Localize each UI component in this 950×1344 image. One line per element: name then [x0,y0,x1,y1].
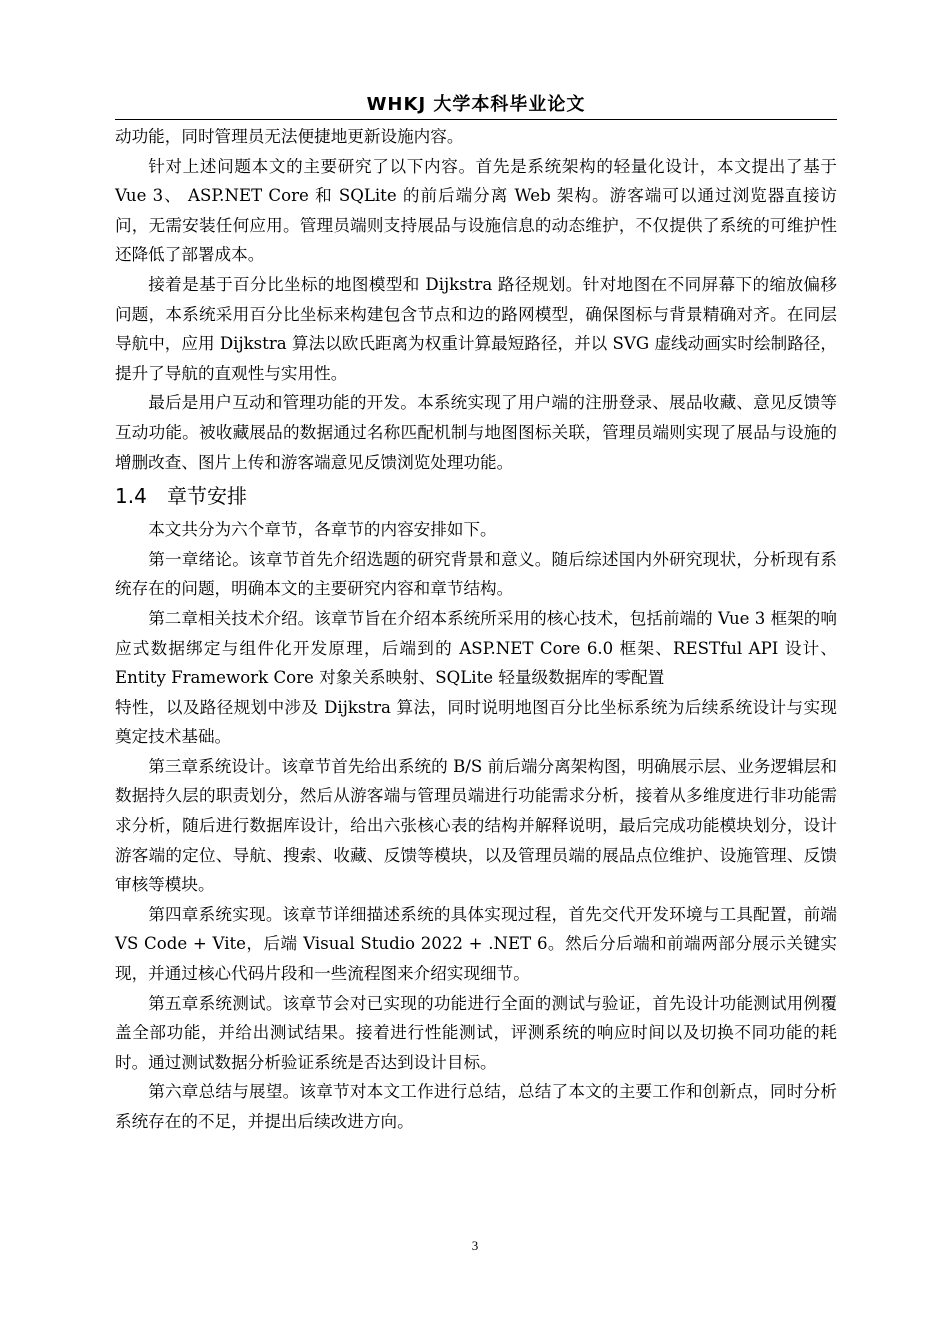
paragraph: 接着是基于百分比坐标的地图模型和 Dijkstra 路径规划。针对地图在不同屏幕下的缩放偏移问题，本系统采用百分比坐标来构建包含节点和边的路网模型，确保图标与背景精确对齐。在同层导航中，应用 Dijkstra 算法以欧氏距离为权重计算最短路径，并以 SVG 虚线动画实时绘制路径，提升了导航的直观性与实用性。 [115,274,837,383]
section-heading [115,477,837,515]
paragraph-continuation: 特性，以及路径规划中涉及 Dijkstra 算法，同时说明地图百分比坐标系统为后续系统设计与实现奠定技术基础。 [115,697,837,747]
paragraph: 本文共分为六个章节，各章节的内容安排如下。 [148,520,497,540]
section-title: 章节安排 [167,484,247,509]
header-title: WHKJ 大学本科毕业论文 [366,94,586,115]
page-number: 3 [471,1238,479,1253]
paragraph: 第五章系统测试。该章节会对已实现的功能进行全面的测试与验证，首先设计功能测试用例覆盖全部功能，并给出测试结果。接着进行性能测试，评测系统的响应时间以及切换不同功能的耗时。通过测试数据分析验证系统是否达到设计目标。 [115,993,837,1072]
paragraph: 第一章绪论。该章节首先介绍选题的研究背景和意义。随后综述国内外研究现状，分析现有系统存在的问题，明确本文的主要研究内容和章节结构。 [115,549,837,599]
paragraph: 最后是用户互动和管理功能的开发。本系统实现了用户端的注册登录、展品收藏、意见反馈等互动功能。被收藏展品的数据通过名称匹配机制与地图图标关联，管理员端则实现了展品与设施的增删改查、图片上传和游客端意见反馈浏览处理功能。 [115,393,837,472]
paragraph: 针对上述问题本文的主要研究了以下内容。首先是系统架构的轻量化设计，本文提出了基于 Vue 3、 ASP.NET Core 和 SQLite 的前后端分离 Web 架构。游客端可以通过浏览器直接访问，无需安装任何应用。管理员端则支持展品与设施信息的动态维护，不仅提供了系统的可维护性还降低了部署成本。 [115,156,837,265]
document-body [115,122,837,1137]
section-number: 1.4 [115,484,147,509]
paragraph: 第三章系统设计。该章节首先给出系统的 B/S 前后端分离架构图，明确展示层、业务逻辑层和数据持久层的职责划分，然后从游客端与管理员端进行功能需求分析，接着从多维度进行非功能需求分析，随后进行数据库设计，给出六张核心表的结构并解释说明，最后完成功能模块划分，设计游客端的定位、导航、搜索、收藏、反馈等模块，以及管理员端的展品点位维护、设施管理、反馈审核等模块。 [115,756,837,895]
paragraph: 第二章相关技术介绍。该章节旨在介绍本系统所采用的核心技术，包括前端的 Vue 3 框架的响应式数据绑定与组件化开发原理，后端到的 ASP.NET Core 6.0 框架、RESTful API 设计、Entity Framework Core 对象关系映射、SQLite 轻量级数据库的零配置 [115,608,837,688]
paragraph: 第四章系统实现。该章节详细描述系统的具体实现过程，首先交代开发环境与工具配置，前端 VS Code + Vite，后端 Visual Studio 2022 + .NET 6。然后分后端和前端两部分展示关键实现，并通过核心代码片段和一些流程图来介绍实现细节。 [115,904,837,984]
page-header [115,92,837,120]
paragraph-continuation: 动功能，同时管理员无法便捷地更新设施内容。 [115,127,464,146]
paragraph: 第六章总结与展望。该章节对本文工作进行总结，总结了本文的主要工作和创新点，同时分析系统存在的不足，并提出后续改进方向。 [115,1082,837,1131]
